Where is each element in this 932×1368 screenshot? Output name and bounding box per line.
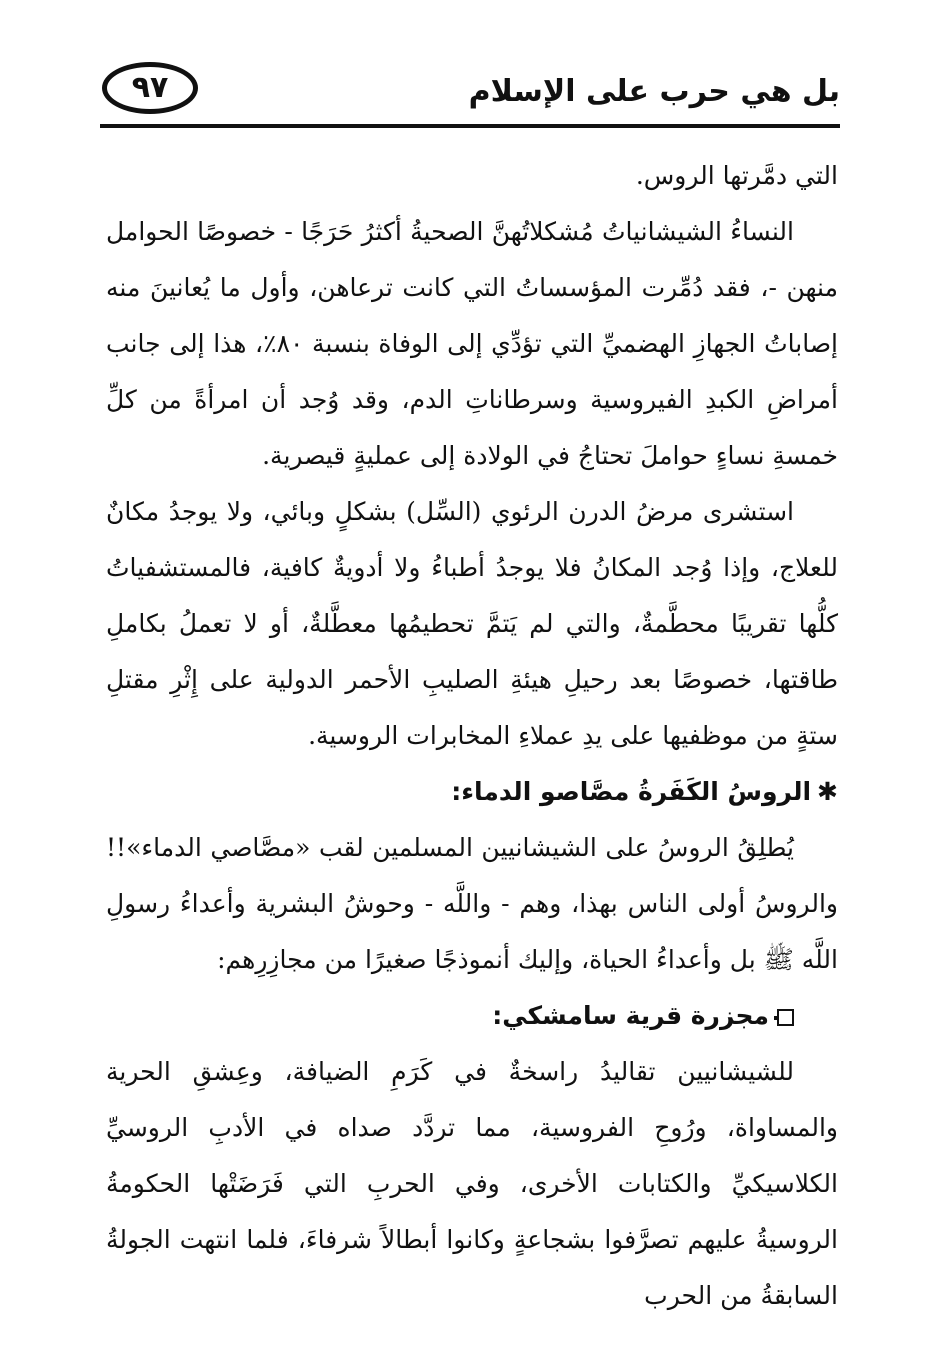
continued-line: التي دمَّرتها الروس. xyxy=(635,161,838,190)
page-number-badge xyxy=(102,62,198,114)
paragraph: يُطلِقُ الروسُ على الشيشانيين المسلمين لقب «مصَّاصي الدماء»!! والروسُ أولى الناس بهذا، وهم - واللَّه - وحوشُ البشرية وأعداءُ رسولِ اللَّه ﷺ بل وأعداءُ الحياة، وإليك أنموذجًا صغيرًا من مجازِرِهم: xyxy=(106,833,838,974)
paragraph: للشيشانيين تقاليدُ راسخةٌ في كَرَمِ الضيافة، وعِشقِ الحرية والمساواة، ورُوحِ الفروسية، مما تردَّد صداه في الأدبِ الروسيِّ الكلاسيكيِّ والكتابات الأخرى، وفي الحربِ التي فَرَضَتْها الحكومةُ الروسيةُ عليهم تصرَّفوا بشجاعةٍ وكانوا أبطالاً شرفاءَ، فلما انتهت الجولةُ السابقةُ من الحرب xyxy=(106,1057,838,1310)
subsection-heading-text: مجزرة قرية سامشكي: xyxy=(492,1001,769,1030)
asterisk-icon: ✱ xyxy=(817,777,838,806)
page-number: ٩٧ xyxy=(131,70,169,105)
page-header xyxy=(100,62,840,126)
header-divider xyxy=(100,124,840,128)
running-title: بل هي حرب على الإسلام xyxy=(468,74,840,109)
paragraph: النساءُ الشيشانياتُ مُشكلاتُهنَّ الصحيةُ أكثرُ حَرَجًا - خصوصًا الحوامل منهن -، فقد دُمِّرت المؤسساتُ التي كانت ترعاهن، وأول ما يُعانينَ منه إصاباتُ الجهازِ الهضميِّ التي تؤدِّي إلى الوفاة بنسبة ٨٠٪، هذا إلى جانب أمراضِ الكبدِ الفيروسية وسرطاناتِ الدم، وقد وُجد أن امرأةً من كلِّ خمسةِ نساءٍ حواملَ تحتاجُ في الولادة إلى عمليةٍ قيصرية. xyxy=(106,217,838,470)
paragraph: استشرى مرضُ الدرن الرئوي (السِّل) بشكلٍ وبائي، ولا يوجدُ مكانٌ للعلاج، وإذا وُجد المكانُ فلا يوجدُ أطباءُ ولا أدويةٌ كافية، فالمستشفياتُ كلُّها تقريبًا محطَّمةٌ، والتي لم يَتمَّ تحطيمُها معطَّلةٌ، أو لا تعملُ بكاملِ طاقتها، خصوصًا بعد رحيلِ هيئةِ الصليبِ الأحمر الدولية على إِثْرِ مقتلِ ستةٍ من موظفيها على يدِ عملاءِ المخابرات الروسية. xyxy=(106,497,838,750)
subsection-heading xyxy=(106,988,838,1044)
page-body xyxy=(106,148,838,1324)
square-bullet-icon xyxy=(777,1009,794,1026)
section-heading xyxy=(106,764,838,820)
section-heading-text: الروسُ الكَفَرةُ مصَّاصو الدماء: xyxy=(451,777,812,806)
